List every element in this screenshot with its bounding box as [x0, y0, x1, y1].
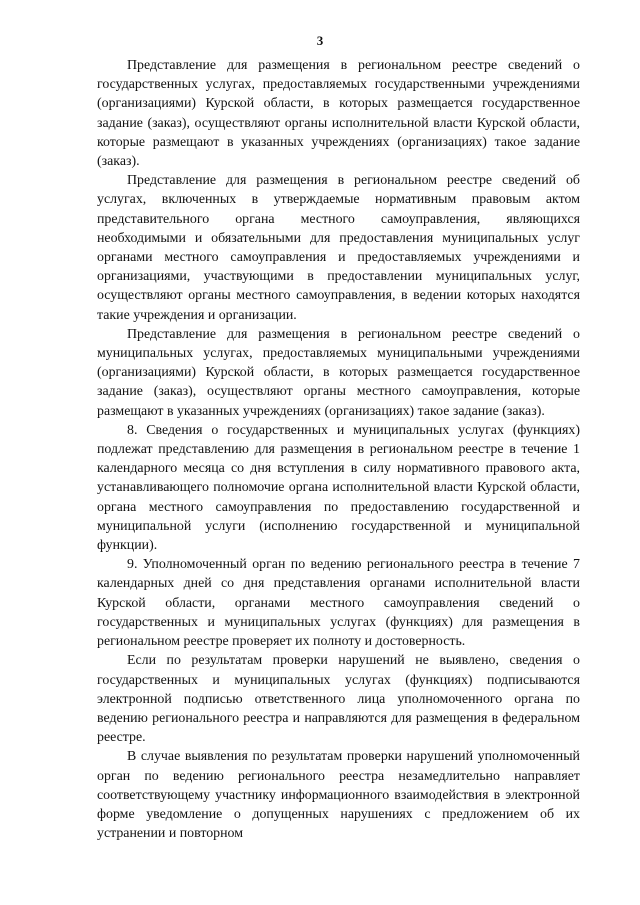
- paragraph-violations-found: В случае выявления по результатам проверки нарушений уполномоченный орган по ведению регионального реестра незамедлительно направляет соответствующему участнику информационного взаимодействия в электронной форме уведомление о допущенных нарушениях с предложением об их устранении и повторном: [97, 749, 580, 842]
- paragraph-1: Представление для размещения в региональном реестре сведений о государственных услугах, предоставляемых государственными учреждениями (организациями) Курской области, в которых размещается государственное задание (заказ), осуществляют органы исполнительной власти Курской области, которые размещают в указанных учреждениях (организациях) такое задание (заказ).: [97, 58, 580, 170]
- paragraph-9: 9. Уполномоченный орган по ведению регионального реестра в течение 7 календарных дней со дня представления органами исполнительной власти Курской области, органами местного самоуправления сведений о государственных и муниципальных услугах (функциях) для размещения в региональном реестре проверяет их полноту и достоверность.: [97, 557, 580, 650]
- paragraph-8: 8. Сведения о государственных и муниципальных услугах (функциях) подлежат представлению для размещения в региональном реестре в течение 1 календарного месяца со дня вступления в силу нормативного правового акта, устанавливающего полномочие органа исполнительной власти Курской области, органа местного самоуправления по предоставлению государственной и муниципальной услуги (исполнению государственной и муниципальной функции).: [97, 422, 580, 554]
- paragraph-2: Представление для размещения в региональном реестре сведений об услугах, включенных в утверждаемые нормативным правовым актом представительного органа местного самоуправления, являющихся необходимыми и обязательными для предоставления муниципальных услуг органами местного самоуправления и предоставляемых учреждениями и организациями, участвующими в предоставлении муниципальных услуг, осуществляют органы местного самоуправления, в ведении которых находятся такие учреждения и организации.: [97, 173, 580, 323]
- page-number: 3: [316, 33, 324, 48]
- paragraph-3: Представление для размещения в региональном реестре сведений о муниципальных услугах, предоставляемых муниципальными учреждениями (организациями) Курской области, в которых размещается государственное задание (заказ), осуществляют органы местного самоуправления, которые размещают в указанных учреждениях (организациях) такое задание (заказ).: [97, 326, 580, 419]
- paragraph-no-violations: Если по результатам проверки нарушений не выявлено, сведения о государственных и муниципальных услугах (функциях) подписываются электронной подписью ответственного лица уполномоченного органа по ведению регионального реестра и направляются для размещения в федеральном реестре.: [97, 653, 580, 746]
- document-body: [97, 56, 580, 843]
